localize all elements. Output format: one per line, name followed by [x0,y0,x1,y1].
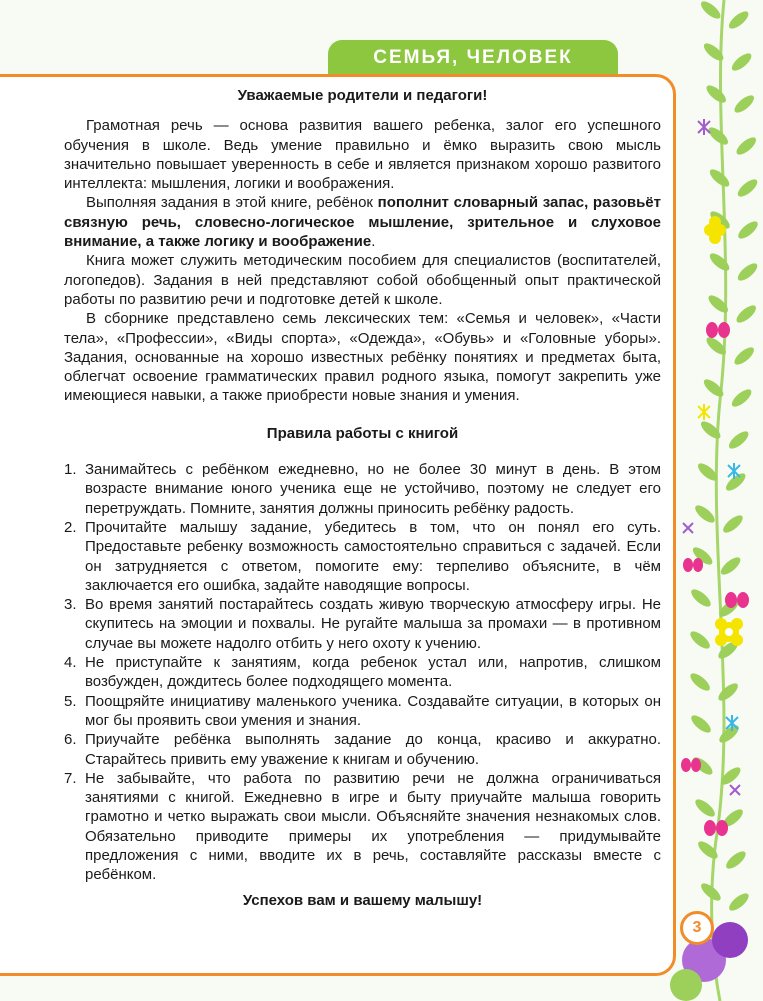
star-icon [726,715,738,731]
rule-item [64,769,661,885]
leaf-shape [729,386,754,409]
rule-text: Не приступайте к занятиям, когда ребенок устал или, напротив, слишком возбужден, дождитесь более подходящего момента. [85,654,661,691]
rule-number: 2. [64,518,77,536]
leaf-shape [698,0,723,22]
main-text [64,86,661,910]
rule-number: 5. [64,692,77,710]
rule-item [64,692,661,731]
rule-text: Приучайте ребёнка выполнять задание до конца, красиво и аккуратно. Старайтесь привить ему уважение к книгам и обучению. [85,731,661,768]
rule-text: Занимайтесь с ребёнком ежедневно, но не более 30 минут в день. В этом возрасте внимание юного ученика еще не устойчиво, поэтому не следует его перетруждать. Помните, занятия должны приносить ребёнку радость. [85,461,661,517]
intro-bold-text: пополнит словарный запас, разовьёт связную речь, словесно-логическое мышление, зрительное и слуховое внимание, а также логику и воображение [64,194,661,251]
leaf-shape [729,50,754,73]
leaf-shape [723,848,748,871]
rules-list [64,460,661,885]
leaf-shape [716,680,741,703]
leaf-shape [707,166,732,189]
star-icon [698,119,710,135]
section-tab [328,40,618,76]
page-number: 3 [692,919,702,936]
star-icon [683,523,693,533]
leaf-shape [707,250,732,273]
leaf-shape [693,502,718,525]
rule-text: Прочитайте малышу задание, убедитесь в том, что он понял его суть. Предоставьте ребенку возможность самостоятельно справиться с задачей. Если он затрудняется с ответом, помогите ему: терпеливо объясните, в чём заключается его ошибка, задайте наводящие вопросы. [85,518,661,594]
rule-number: 4. [64,654,77,672]
intro-paragraph [64,193,661,251]
leaf-shape [688,670,713,693]
leaf-shape [718,554,743,577]
star-icon [730,785,740,795]
star-icon [728,463,740,479]
rule-text: Во время занятий постарайтесь создать живую творческую атмосферу игры. Не скупитесь на эмоции и похвалы. Не ругайте малыша за промахи — в противном случае вы можете надолго отбить у него охоту к учению. [85,596,661,652]
leaf-shape [734,302,759,325]
intro-paragraph: Грамотная речь — основа развития вашего ребенка, залог его успешного обучения в школе. Ведь умение правильно и ёмко выразить свою мысль значительно повышает уверенность в себе и является признаком хорошо развитого интеллекта: мышления, логики и воображения. [64,117,661,193]
butterfly-icon [706,322,730,338]
closing-line: Успехов вам и вашему малышу! [242,891,483,909]
intro-paragraph: Книга может служить методическим пособием для специалистов (воспитателей, логопедов). Задания в ней представляют собой обобщенный опыт практической работы по развитию речи и подготовке детей к школе. [64,252,661,308]
rule-number: 3. [64,596,77,614]
leaf-shape [726,890,751,913]
leaf-shape [721,512,746,535]
leaf-shape [689,586,714,609]
leaf-group [688,0,761,914]
leaf-shape [735,176,760,199]
section-title: СЕМЬЯ, ЧЕЛОВЕК [373,47,573,68]
rule-item [64,730,661,769]
intro-paragraph: В сборнике представлено семь лексических тем: «Семья и человек», «Части тела», «Профессии», «Виды спорта», «Одежда», «Обувь» и «Головные уборы». Задания, основанные на хорошо известных ребёнку понятиях и предметах быта, облегчат освоение грамматических правил родного языка, помогут закрепить уже имеющиеся навыки, а также приобрести новые знания и умения. [64,310,661,405]
leaf-shape [689,712,714,735]
intro-text: . [371,233,376,251]
rule-item [64,518,661,595]
intro-heading: Уважаемые родители и педагоги! [237,87,488,104]
rule-number: 1. [64,461,77,479]
intro-text: Выполняя задания в этой книге, ребёнок [86,194,378,212]
page-number-badge [680,911,714,945]
leaf-shape [726,8,751,31]
leaf-shape [726,428,751,451]
butterfly-icon [681,758,701,772]
butterfly-icon [683,558,703,572]
rule-number: 7. [64,769,77,787]
leaf-shape [736,218,761,241]
leaf-shape [693,796,718,819]
rule-item [64,653,661,692]
rule-text: Поощряйте инициативу маленького ученика. Создавайте ситуации, в которых он мог бы проявить свои умения и знания. [85,692,661,729]
rule-item [64,595,661,653]
rules-heading: Правила работы с книгой [266,424,459,442]
leaf-shape [732,344,757,367]
rule-item [64,460,661,518]
rule-text: Не забывайте, что работа по развитию речи не должна ограничиваться занятиями с книгой. Ежедневно в игре и быту приучайте малыша говорить грамотно и четко выражать свои мысли. Объясняйте значения незнакомых слов. Обязательно приводите примеры их употребления — придумывайте предложения с ними, вводите их в речь, составляйте рассказы вместе с ребёнком. [85,769,661,884]
leaf-shape [734,134,759,157]
leaf-shape [732,92,757,115]
leaf-shape [706,124,731,147]
leaf-shape [688,628,713,651]
rule-number: 6. [64,731,77,749]
star-icon [698,404,710,420]
leaf-shape [704,82,729,105]
flower-icon [715,618,743,646]
leaf-shape [735,260,760,283]
